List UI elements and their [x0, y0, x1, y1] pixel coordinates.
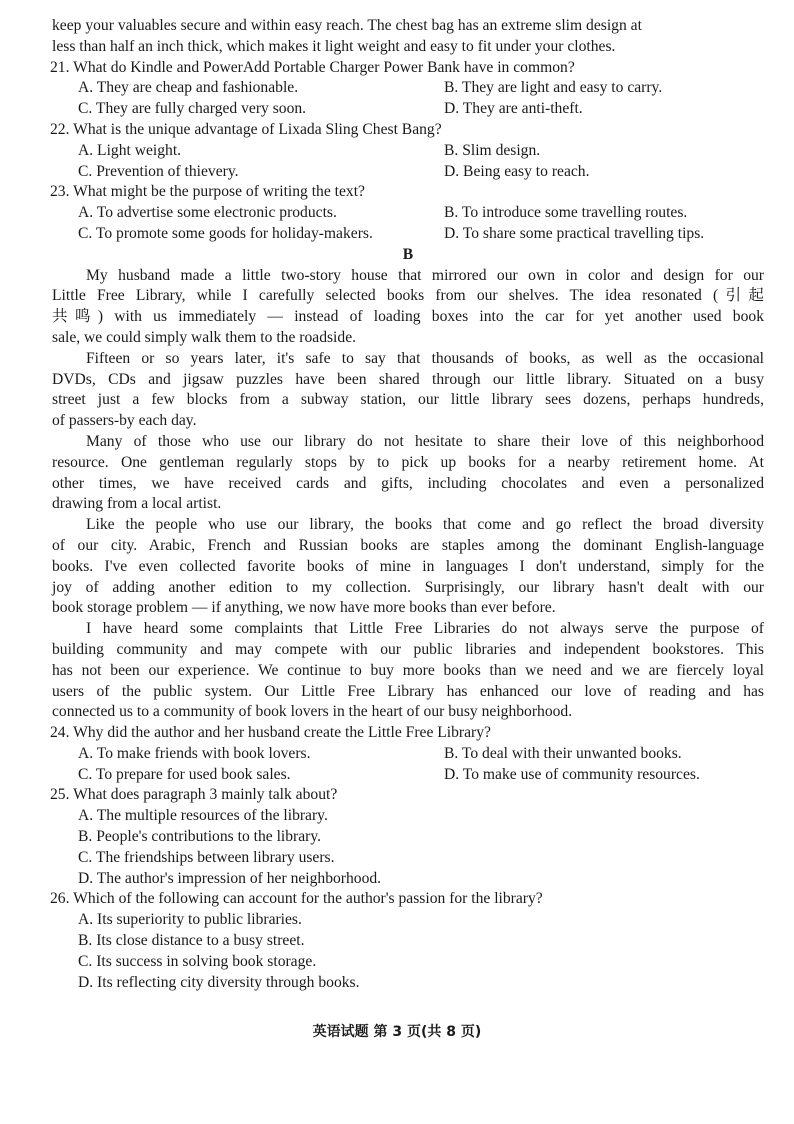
paragraph-5 — [52, 619, 764, 723]
option-row — [52, 203, 764, 224]
option-d: D. To share some practical travelling tips. — [444, 224, 705, 242]
option-b: B. Slim design. — [444, 141, 541, 159]
text-line: books. I've even collected favorite books of mine in languages I don't understand, simply for the — [52, 557, 764, 575]
question-23 — [52, 182, 764, 244]
text-line: keep your valuables secure and within easy reach. The chest bag has an extreme slim design at — [52, 17, 642, 34]
page-footer: 英语试题 第 3 页(共 8 页) — [312, 1024, 482, 1040]
option-b: B. To introduce some travelling routes. — [444, 204, 688, 222]
option-a: A. They are cheap and fashionable. — [78, 79, 299, 97]
paragraph-4 — [52, 515, 764, 619]
option-d: D. Being easy to reach. — [444, 162, 590, 180]
option-row — [52, 99, 764, 120]
option-d: D. To make use of community resources. — [444, 765, 700, 783]
question-stem: 22. What is the unique advantage of Lixada Sling Chest Bang? — [50, 120, 442, 138]
question-25 — [52, 785, 764, 889]
text-line: Little Free Library, while I carefully selected books from our shelves. The idea resonated (引起 — [52, 287, 764, 305]
text-line: 共鸣) with us immediately — instead of loading boxes into the car for yet another used book — [52, 308, 764, 326]
text-line: users of the public system. Our Little Free Library has enhanced our love of reading and has — [52, 682, 764, 700]
text-line: of our city. Arabic, French and Russian books are staples among the dominant English-language — [52, 536, 764, 554]
text-line: of passers-by each day. — [52, 412, 197, 430]
paragraph-1 — [52, 266, 764, 349]
text-line: other times, we have received cards and gifts, including chocolates and even a personalized — [52, 474, 764, 492]
option-b: B. To deal with their unwanted books. — [444, 744, 682, 762]
text-line: street just a few blocks from a subway station, our little library sees dozens, perhaps hundreds, — [52, 391, 764, 409]
question-stem: 21. What do Kindle and PowerAdd Portable Charger Power Bank have in common? — [50, 58, 575, 76]
text-line: less than half an inch thick, which makes it light weight and easy to fit under your clothes. — [52, 37, 616, 55]
question-stem: 26. Which of the following can account for the author's passion for the library? — [50, 890, 543, 908]
text-line: building community and may compete with our public libraries and independent bookstores. This — [52, 640, 764, 658]
option-row — [52, 744, 764, 765]
text-line: Fifteen or so years later, it's safe to say that thousands of books, as well as the occasional — [86, 349, 764, 367]
option-c: C. Its success in solving book storage. — [78, 952, 317, 970]
option-c: C. They are fully charged very soon. — [78, 100, 307, 118]
text-line: Many of those who use our library do not hesitate to share their love of this neighborhood — [86, 432, 764, 450]
text-line: Like the people who use our library, the books that come and go reflect the broad diversity — [86, 516, 764, 534]
paragraph-2 — [52, 349, 764, 432]
question-24 — [52, 723, 764, 785]
question-stem: 24. Why did the author and her husband create the Little Free Library? — [50, 724, 491, 742]
text-line: DVDs, CDs and jigsaw puzzles have been shared through our little library. Situated on a busy — [52, 370, 764, 388]
option-c: C. To prepare for used book sales. — [78, 765, 291, 783]
passage-b — [52, 266, 764, 724]
section-b-title: B — [402, 245, 414, 263]
option-d: D. Its reflecting city diversity through books. — [78, 973, 360, 991]
option-row — [52, 224, 764, 245]
text-line: joy of adding another edition to my collection. Surprisingly, our library hasn't dealt with our — [52, 578, 764, 596]
option-a: A. Its superiority to public libraries. — [78, 911, 302, 929]
text-line: drawing from a local artist. — [52, 495, 222, 513]
text-line: has not been our experience. We continue to buy more books than we need and we are fiercely loyal — [52, 661, 764, 679]
question-stem: 23. What might be the purpose of writing the text? — [50, 183, 365, 201]
text-line: resource. One gentleman regularly stops by to pick up books for a nearby retirement home. At — [52, 453, 764, 471]
paragraph-3 — [52, 432, 764, 515]
option-b: B. They are light and easy to carry. — [444, 79, 663, 97]
text-line: My husband made a little two-story house that mirrored our own in color and design for our — [86, 266, 764, 284]
option-b: B. Its close distance to a busy street. — [78, 932, 305, 950]
text-line: I have heard some complaints that Little Free Libraries do not always serve the purpose of — [86, 620, 764, 638]
question-stem: 25. What does paragraph 3 mainly talk about? — [50, 786, 338, 804]
text-line: connected us to a community of book lovers in the heart of our busy neighborhood. — [52, 703, 573, 721]
option-a: A. Light weight. — [78, 141, 182, 159]
option-a: A. To make friends with book lovers. — [78, 744, 311, 762]
question-22 — [52, 120, 764, 182]
option-row — [52, 141, 764, 162]
question-21 — [52, 58, 764, 120]
option-c: C. To promote some goods for holiday-makers. — [78, 224, 373, 242]
option-row — [52, 78, 764, 99]
option-row — [52, 162, 764, 183]
text-line: sale, we could simply walk them to the roadside. — [52, 328, 357, 346]
option-a: A. The multiple resources of the library. — [78, 807, 328, 825]
option-row — [52, 765, 764, 786]
option-c: C. Prevention of thievery. — [78, 162, 239, 180]
text-line: book storage problem — if anything, we now have more books than ever before. — [52, 599, 556, 617]
option-b: B. People's contributions to the library. — [78, 828, 322, 846]
option-d: D. The author's impression of her neighborhood. — [78, 869, 382, 887]
question-26 — [52, 889, 764, 993]
option-c: C. The friendships between library users. — [78, 848, 335, 866]
option-a: A. To advertise some electronic products. — [78, 204, 337, 222]
option-d: D. They are anti-theft. — [444, 100, 583, 118]
passage-a-tail — [52, 16, 764, 58]
